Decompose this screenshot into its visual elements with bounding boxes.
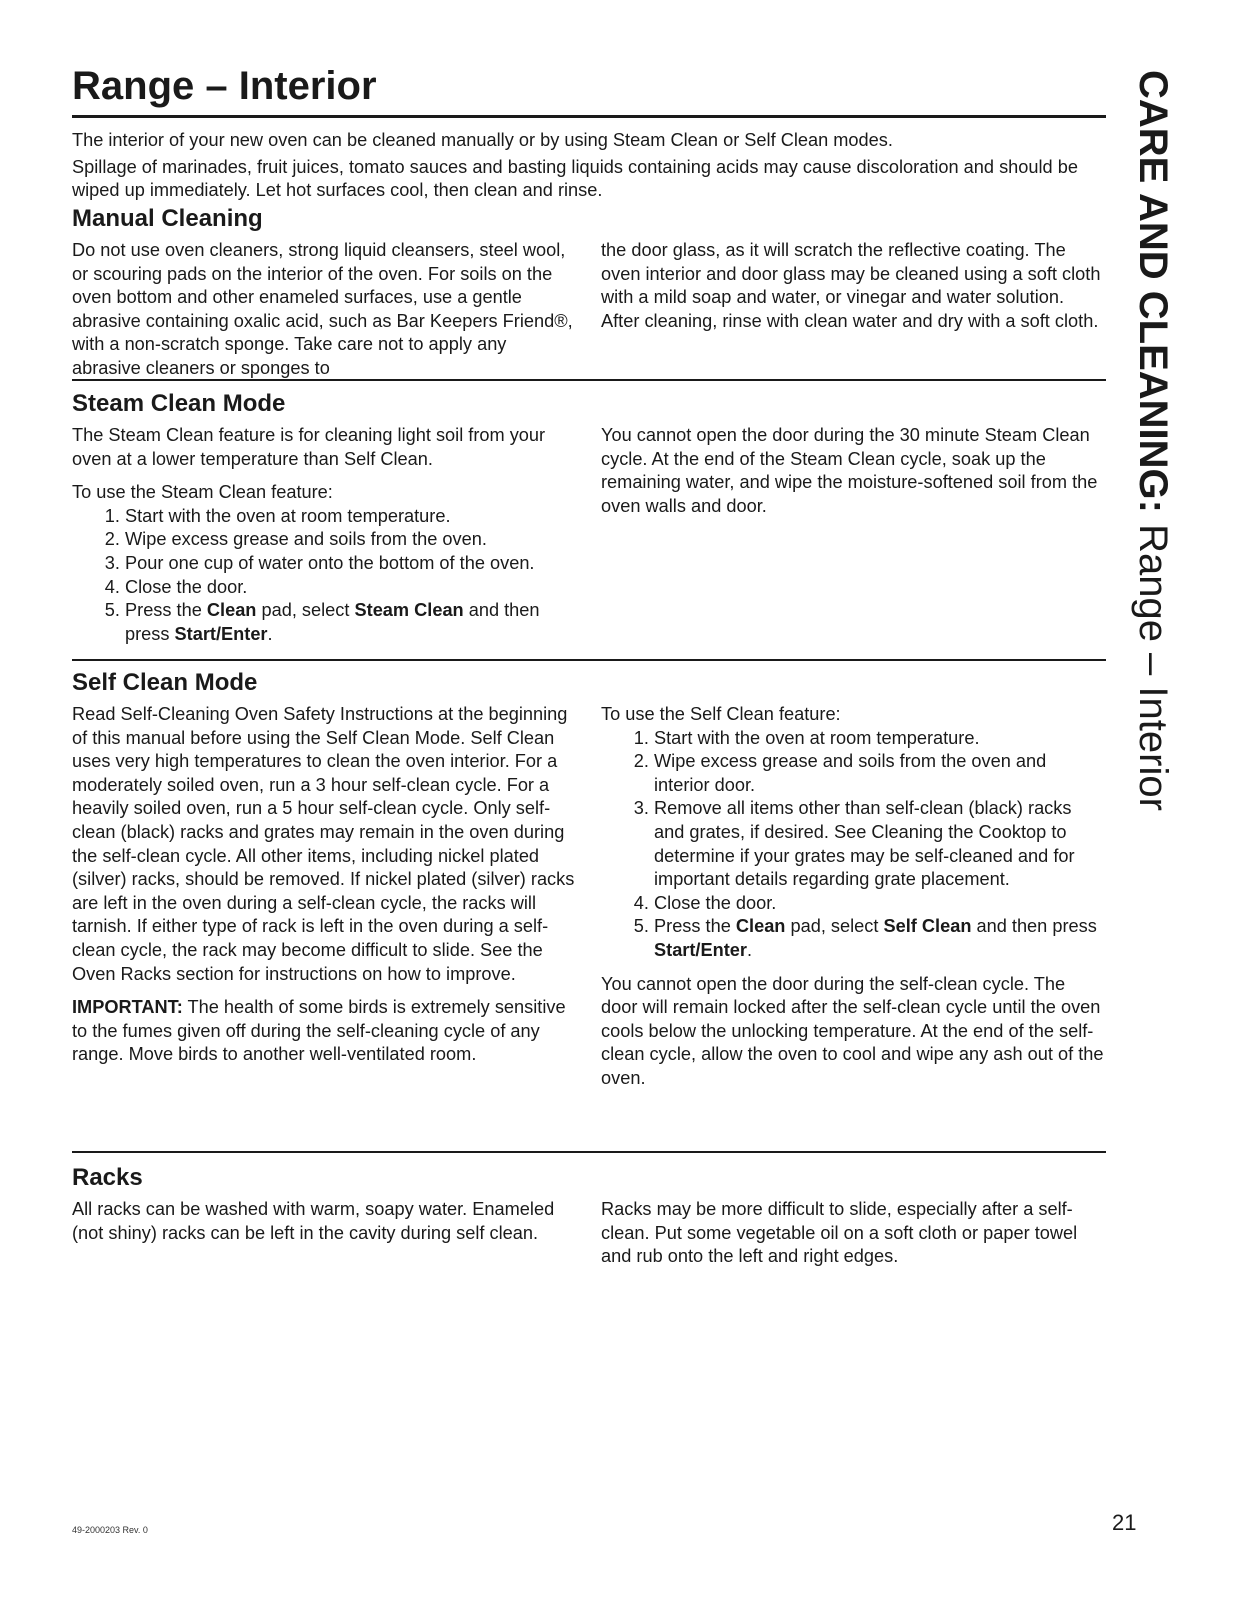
steam-clean-steps — [72, 505, 577, 647]
side-tab-topic: Range – Interior — [1131, 512, 1175, 811]
racks-section — [72, 1164, 1106, 1269]
self-clean-description: Read Self-Cleaning Oven Safety Instructions at the beginning of this manual before using the Self Clean Mode. Self Clean uses very high temperatures to clean the oven interior. For a moderately soiled oven, run a 3 hour self-clean cycle. For a heavily soiled oven, run a 5 hour self-clean cycle. Only self-clean (black) racks and grates may remain in the oven during the self-clean cycle. All other items, including nickel plated (silver) racks, should be removed. If nickel plated (silver) racks are left in the oven during a self-clean cycle, the racks will tarnish. If either type of rack is left in the oven during a self-clean cycle, the rack may become difficult to slide. See the Oven Racks section for instructions on how to improve. — [72, 704, 575, 984]
important-label: IMPORTANT: — [72, 997, 183, 1018]
side-tab-category: CARE AND CLEANING: — [1131, 70, 1175, 513]
list-item: 3. Remove all items other than self-clean (black) racks and grates, if desired. See Cleaning the Cooktop to determine if your grates may be self-cleaned and for important details regarding grate placement. — [654, 797, 1106, 891]
self-clean-use-label: To use the Self Clean feature: — [601, 704, 841, 724]
list-item: 2. Wipe excess grease and soils from the oven and interior door. — [654, 750, 1106, 797]
intro-paragraph: The interior of your new oven can be cleaned manually or by using Steam Clean or Self Clean modes. — [72, 130, 893, 150]
list-item: 4. Close the door. — [654, 892, 1106, 916]
intro-paragraph: Spillage of marinades, fruit juices, tomato sauces and basting liquids containing acids may cause discoloration and should be wiped up immediately. Let hot surfaces cool, then clean and rinse. — [72, 156, 1078, 200]
steam-clean-intro: The Steam Clean feature is for cleaning light soil from your oven at a lower temperature than Self Clean. — [72, 425, 546, 469]
manual-cleaning-heading: Manual Cleaning — [72, 205, 263, 232]
self-clean-steps — [601, 727, 1106, 963]
racks-heading: Racks — [72, 1164, 143, 1191]
section-divider — [72, 1151, 1106, 1153]
steam-clean-right-text: You cannot open the door during the 30 minute Steam Clean cycle. At the end of the Steam Clean cycle, soak up the remaining water, and wipe the moisture-softened soil from the oven walls and door. — [601, 425, 1098, 516]
list-item: 5. Press the Clean pad, select Steam Clean and then press Start/Enter. — [125, 599, 577, 646]
list-item: 1. Start with the oven at room temperature. — [654, 727, 1106, 751]
steam-clean-use-label: To use the Steam Clean feature: — [72, 482, 333, 503]
manual-cleaning-left-text: Do not use oven cleaners, strong liquid cleansers, steel wool, or scouring pads on the interior of the oven. For soils on the oven bottom and other enameled surfaces, use a gentle abrasive containing oxalic acid, such as Bar Keepers Friend®, with a non-scratch sponge. Take care not to apply any abrasive cleaners or sponges to — [72, 240, 573, 378]
manual-cleaning-right-text: the door glass, as it will scratch the reflective coating. The oven interior and door glass may be cleaned using a soft cloth with a mild soap and water, or vinegar and water solution. After cleaning, rinse with clean water and dry with a soft cloth. — [601, 240, 1101, 331]
self-clean-heading: Self Clean Mode — [72, 669, 258, 696]
manual-cleaning-section — [72, 205, 1106, 381]
racks-left-text: All racks can be washed with warm, soapy water. Enameled (not shiny) racks can be left in the cavity during self clean. — [72, 1199, 555, 1243]
self-clean-door-note: You cannot open the door during the self-clean cycle. The door will remain locked after the self-clean cycle until the oven cools below the unlocking temperature. At the end of the self-clean cycle, allow the oven to cool and wipe any ash out of the oven. — [601, 973, 1104, 1088]
section-side-tab — [1130, 70, 1176, 811]
steam-clean-heading: Steam Clean Mode — [72, 390, 286, 417]
page-number: 21 — [1112, 1510, 1137, 1535]
list-item: 4. Close the door. — [125, 576, 577, 600]
list-item: 5. Press the Clean pad, select Self Clean and then press Start/Enter. — [654, 915, 1106, 962]
list-item: 2. Wipe excess grease and soils from the oven. — [125, 528, 577, 552]
document-code: 49-2000203 Rev. 0 — [72, 1525, 148, 1535]
section-divider — [72, 379, 1106, 381]
self-clean-important: IMPORTANT: The health of some birds is extremely sensitive to the fumes given off during the self-cleaning cycle of any range. Move birds to another well-ventilated room. — [72, 997, 566, 1065]
title-divider — [72, 115, 1106, 118]
list-item: 1. Start with the oven at room temperature. — [125, 505, 577, 529]
racks-right-text: Racks may be more difficult to slide, especially after a self-clean. Put some vegetable oil on a soft cloth or paper towel and rub onto the left and right edges. — [601, 1199, 1078, 1267]
section-divider — [72, 659, 1106, 661]
list-item: 3. Pour one cup of water onto the bottom of the oven. — [125, 552, 577, 576]
self-clean-section — [72, 669, 1106, 1091]
page-title: Range – Interior — [72, 64, 377, 108]
steam-clean-section — [72, 390, 1106, 656]
intro — [72, 129, 1102, 206]
